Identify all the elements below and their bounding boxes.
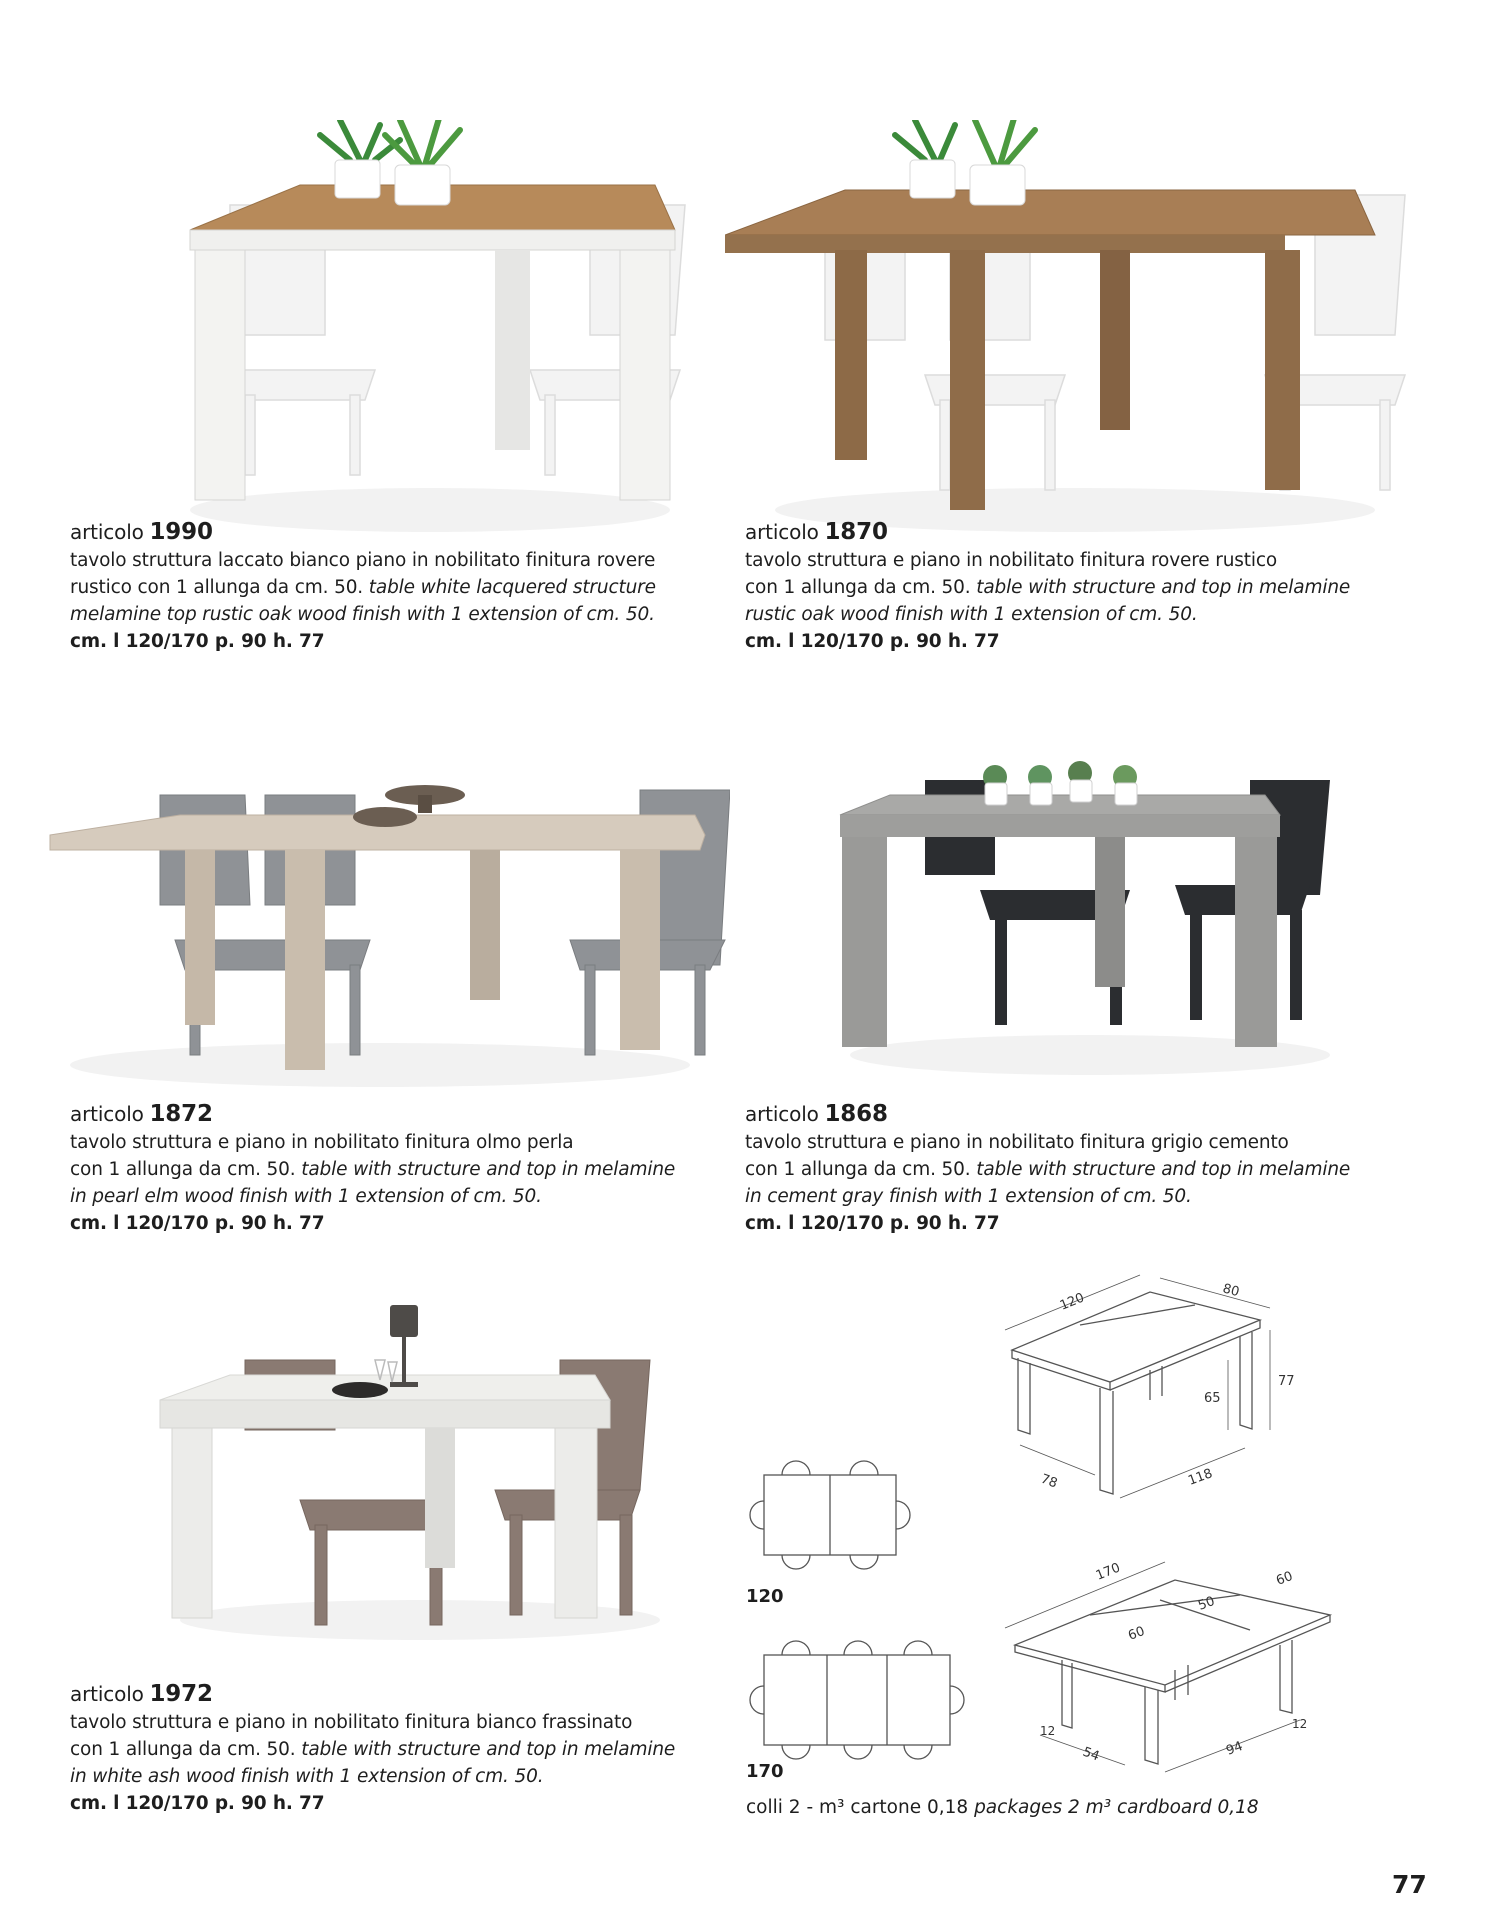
table-top	[725, 190, 1375, 235]
product-description-1972	[70, 1681, 710, 1817]
description-en-cont: in white ash wood finish with 1 extension of cm. 50.	[70, 1766, 544, 1787]
product-description-1990	[70, 519, 710, 655]
seating-plan-closed	[742, 1450, 927, 1580]
dimensions: cm. l 120/170 p. 90 h. 77	[70, 1793, 325, 1814]
dim-closed-inner-height: 65	[1204, 1391, 1221, 1406]
article-number: 1868	[824, 1101, 888, 1127]
dimensions: cm. l 120/170 p. 90 h. 77	[70, 1213, 325, 1234]
product-photo-1872	[40, 765, 730, 1095]
dim-open-leg-a: 12	[1040, 1724, 1056, 1738]
description-en: table white lacquered structure	[368, 577, 656, 598]
description-it-cont: rustico con 1 allunga da cm. 50.	[70, 577, 369, 598]
product-photo-1870	[725, 120, 1425, 540]
description-en: table with structure and top in melamine	[301, 1159, 676, 1180]
description-it: tavolo struttura e piano in nobilitato finitura rovere rustico	[745, 550, 1278, 571]
article-number: 1870	[824, 519, 888, 545]
seating-plan-open	[742, 1620, 987, 1765]
description-it: tavolo struttura laccato bianco piano in nobilitato finitura rovere	[70, 550, 656, 571]
product-description-1868	[745, 1101, 1385, 1237]
dim-closed-leg-span-long: 118	[1186, 1466, 1215, 1489]
packages-info	[746, 1797, 1259, 1818]
description-en: table with structure and top in melamine	[976, 1159, 1351, 1180]
dim-open-leg-b: 12	[1292, 1717, 1308, 1731]
dimensions: cm. l 120/170 p. 90 h. 77	[745, 631, 1000, 652]
dim-open-length: 170	[1093, 1560, 1123, 1584]
packages-it: colli 2 - m³ cartone 0,18	[746, 1797, 975, 1818]
description-it-cont: con 1 allunga da cm. 50.	[70, 1159, 302, 1180]
article-number: 1972	[149, 1681, 213, 1707]
description-it: tavolo struttura e piano in nobilitato finitura bianco frassinato	[70, 1712, 633, 1733]
dim-open-ext-a: 60	[1126, 1624, 1147, 1644]
description-it: tavolo struttura e piano in nobilitato finitura grigio cemento	[745, 1132, 1289, 1153]
packages-en: packages 2 m³ cardboard 0,18	[974, 1797, 1259, 1818]
dim-open-ext-b: 60	[1274, 1569, 1295, 1589]
dim-closed-leg-span-short: 78	[1038, 1471, 1060, 1492]
page-number: 77	[1392, 1870, 1427, 1899]
product-description-1870	[745, 519, 1385, 655]
dim-closed-height: 77	[1278, 1374, 1295, 1389]
description-en-cont: in pearl elm wood finish with 1 extension of cm. 50.	[70, 1186, 542, 1207]
seating-plan-open-label: 170	[746, 1761, 784, 1782]
description-en-cont: rustic oak wood finish with 1 extension of cm. 50.	[745, 604, 1198, 625]
dimensions: cm. l 120/170 p. 90 h. 77	[745, 1213, 1000, 1234]
description-en-cont: melamine top rustic oak wood finish with 1 extension of cm. 50.	[70, 604, 655, 625]
article-label: articolo	[70, 1682, 144, 1706]
description-it: tavolo struttura e piano in nobilitato finitura olmo perla	[70, 1132, 574, 1153]
seating-plan-closed-label: 120	[746, 1586, 784, 1607]
dim-open-ext-mid: 50	[1196, 1594, 1217, 1614]
article-label: articolo	[745, 1102, 819, 1126]
description-en: table with structure and top in melamine	[301, 1739, 676, 1760]
dim-closed-length: 120	[1057, 1290, 1087, 1314]
description-it-cont: con 1 allunga da cm. 50.	[70, 1739, 302, 1760]
description-it-cont: con 1 allunga da cm. 50.	[745, 577, 977, 598]
description-en: table with structure and top in melamine	[976, 577, 1351, 598]
lamp-and-glasses	[332, 1305, 418, 1398]
product-photo-1868	[830, 755, 1350, 1085]
article-label: articolo	[70, 1102, 144, 1126]
product-photo-1972	[150, 1290, 670, 1650]
product-description-1872	[70, 1101, 710, 1237]
dimensions: cm. l 120/170 p. 90 h. 77	[70, 631, 325, 652]
closed-table-dimension-drawing	[1000, 1270, 1310, 1510]
description-en-cont: in cement gray finish with 1 extension of cm. 50.	[745, 1186, 1192, 1207]
table-top	[840, 795, 1280, 815]
article-label: articolo	[70, 520, 144, 544]
description-it-cont: con 1 allunga da cm. 50.	[745, 1159, 977, 1180]
dim-open-leg-span-short: 54	[1080, 1744, 1102, 1765]
article-label: articolo	[745, 520, 819, 544]
article-number: 1990	[149, 519, 213, 545]
dim-open-leg-span-long: 94	[1224, 1739, 1245, 1759]
product-photo-1990	[150, 120, 710, 540]
dim-closed-depth: 80	[1220, 1281, 1241, 1301]
article-number: 1872	[149, 1101, 213, 1127]
open-table-dimension-drawing	[1000, 1550, 1345, 1780]
